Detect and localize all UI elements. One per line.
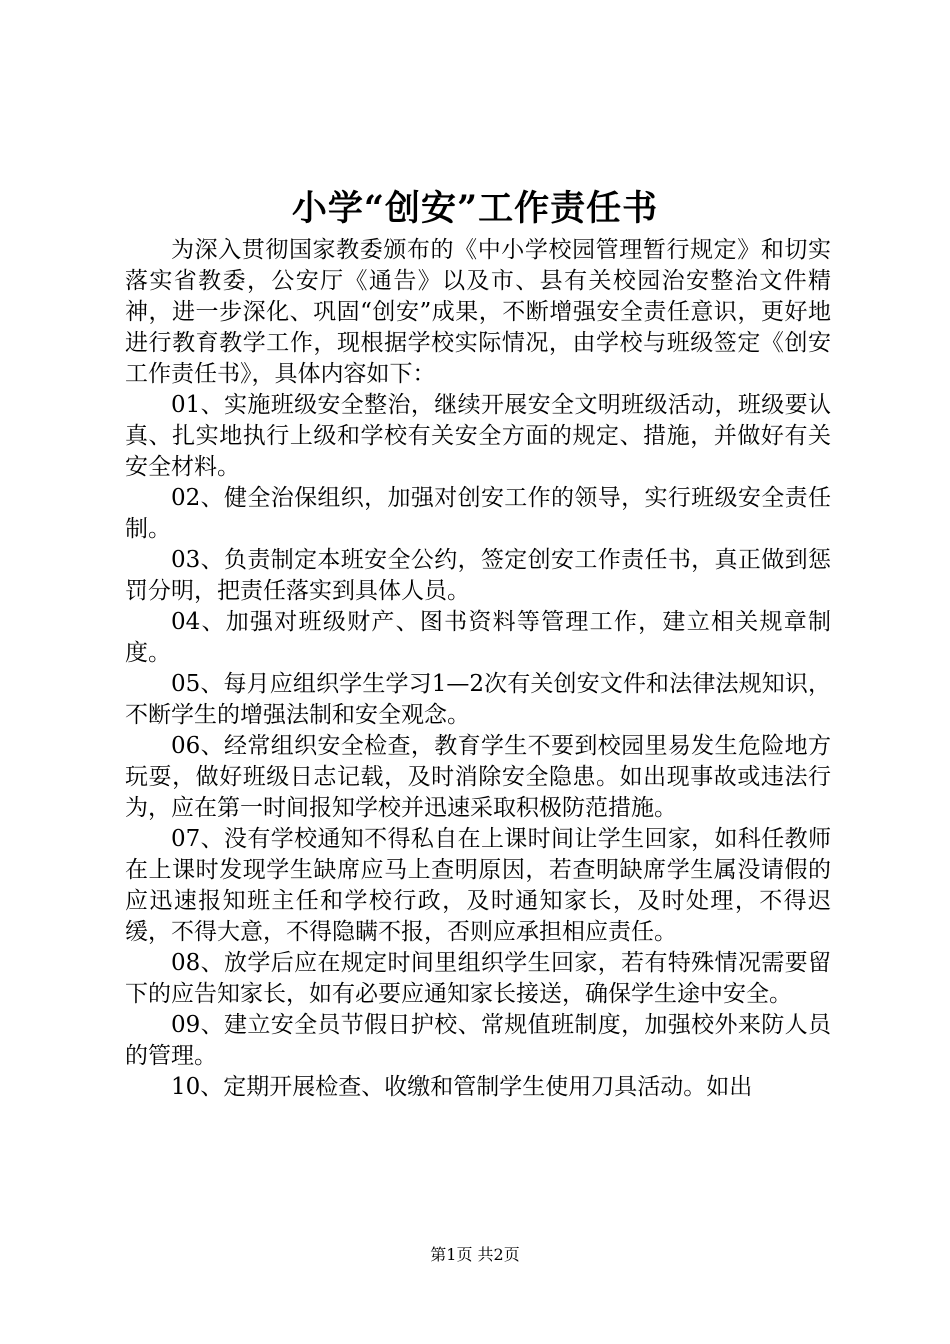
clause-08: 08、放学后应在规定时间里组织学生回家，若有特殊情况需要留下的应告知家长，如有必要应通知家长接送，确保学生途中安全。 [125,950,831,1007]
intro-paragraph: 为深入贯彻国家教委颁布的《中小学校园管理暂行规定》和切实落实省教委，公安厅《通告》以及市、县有关校园治安整治文件精神，进一步深化、巩固“创安”成果，不断增强安全责任意识，更好地进行教育教学工作，现根据学校实际情况，由学校与班级签定《创安工作责任书》，具体内容如下： [125,237,831,387]
clause-06: 06、经常组织安全检查，教育学生不要到校园里易发生危险地方玩耍，做好班级日志记载，及时消除安全隐患。如出现事故或违法行为，应在第一时间报知学校并迅速采取积极防范措施。 [125,733,831,821]
clause-10: 10、定期开展检查、收缴和管制学生使用刀具活动。如出 [171,1074,753,1100]
clause-05: 05、每月应组织学生学习1—2次有关创安文件和法律法规知识，不断学生的增强法制和安全观念。 [125,671,831,728]
clause-01: 01、实施班级安全整治，继续开展安全文明班级活动，班级要认真、扎实地执行上级和学校有关安全方面的规定、措施，并做好有关安全材料。 [125,392,831,480]
document-body [125,235,831,1103]
clause-02: 02、健全治保组织，加强对创安工作的领导，实行班级安全责任制。 [125,485,831,542]
page-footer: 第1页 共2页 [430,1245,520,1264]
clause-03: 03、负责制定本班安全公约，签定创安工作责任书，真正做到惩罚分明，把责任落实到具体人员。 [125,547,831,604]
clause-07: 07、没有学校通知不得私自在上课时间让学生回家，如科任教师在上课时发现学生缺席应马上查明原因，若查明缺席学生属没请假的应迅速报知班主任和学校行政，及时通知家长，及时处理，不得迟缓，不得大意，不得隐瞒不报，否则应承担相应责任。 [125,826,831,945]
clause-04: 04、加强对班级财产、图书资料等管理工作，建立相关规章制度。 [125,609,831,666]
document-title: 小学“创安”工作责任书 [291,188,659,229]
clause-09: 09、建立安全员节假日护校、常规值班制度，加强校外来防人员的管理。 [125,1012,831,1069]
